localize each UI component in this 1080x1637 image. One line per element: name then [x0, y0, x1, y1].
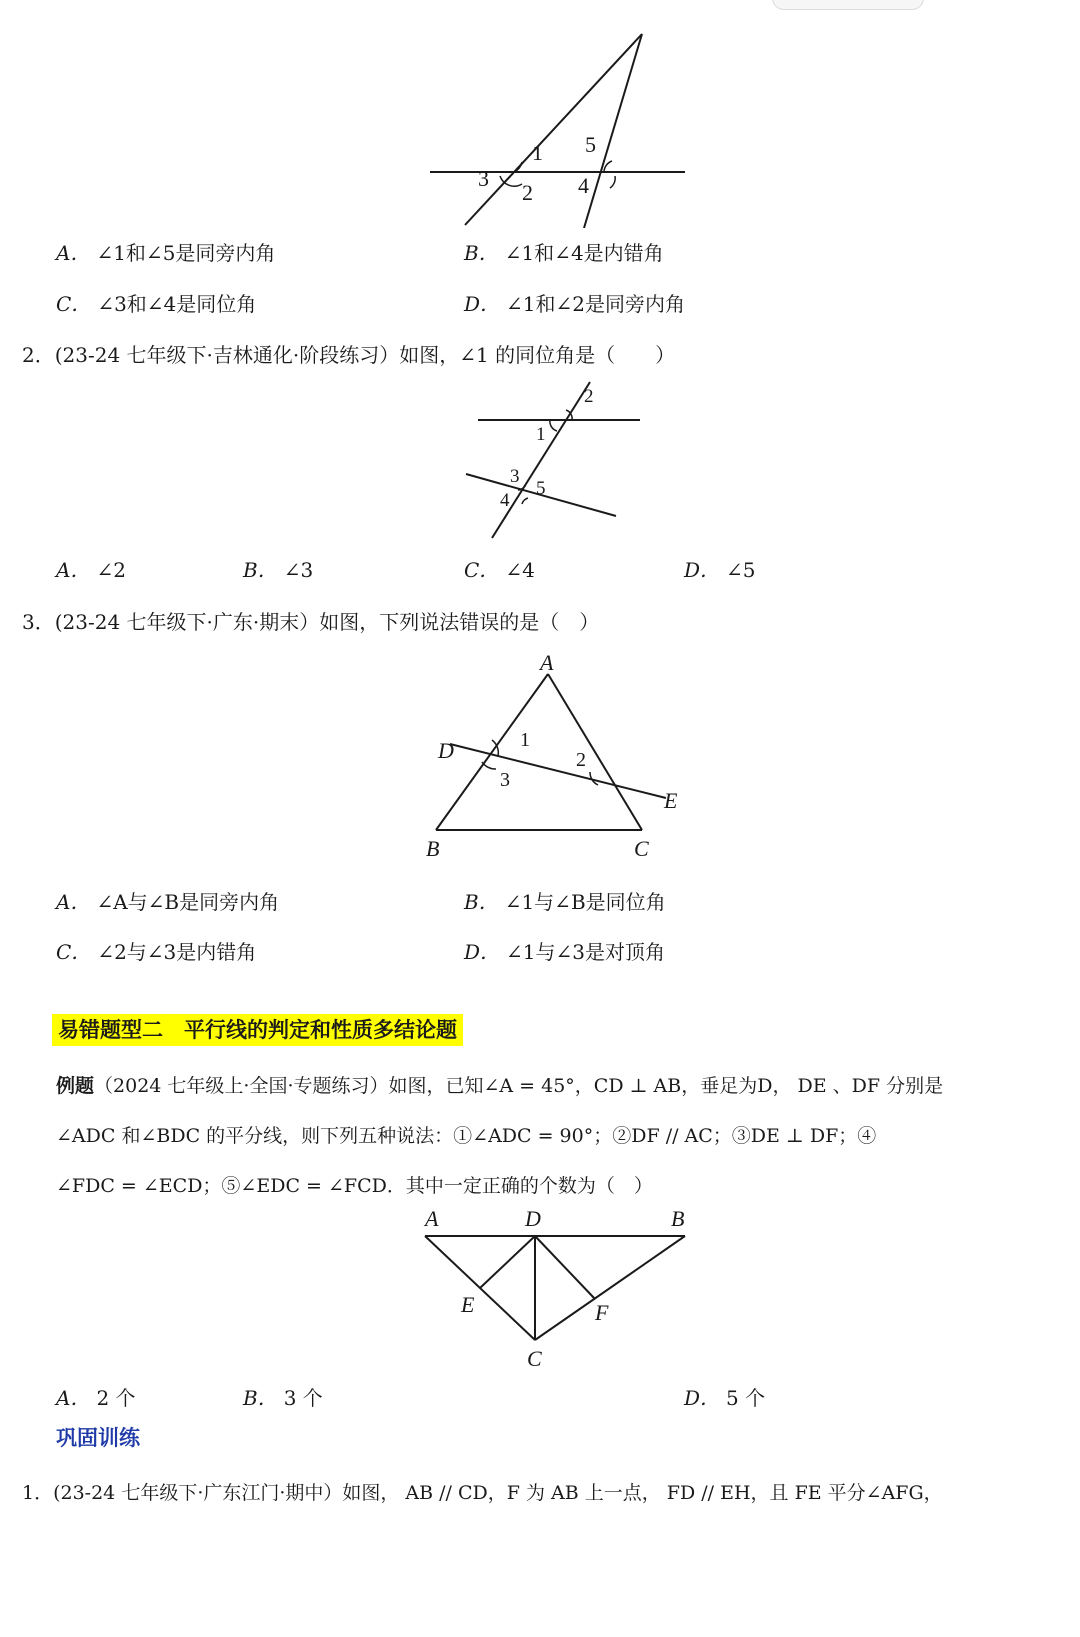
q3-label-b: B	[426, 836, 440, 861]
q1-option-b[interactable]: B． ∠1和∠4是内错角	[464, 241, 664, 265]
example-line-2: ∠ADC 和∠BDC 的平分线，则下列五种说法：①∠ADC = 90°；②DF // AC；③DE ⊥ DF；④	[56, 1125, 877, 1147]
section-heading: 易错题型二 平行线的判定和性质多结论题	[52, 1014, 463, 1046]
q1-option-a[interactable]: A． ∠1和∠5是同旁内角	[56, 241, 276, 265]
example-label-c: C	[527, 1346, 542, 1371]
q2-option-b[interactable]: B． ∠3	[243, 558, 314, 582]
q3-label-c: C	[634, 836, 649, 861]
q1-figure	[420, 28, 700, 228]
q3-figure	[420, 652, 700, 862]
example-option-d[interactable]: D． 5 个	[684, 1386, 766, 1410]
q1-label-4: 4	[578, 173, 589, 198]
example-label: 例题	[56, 1075, 95, 1097]
example-label-f: F	[595, 1300, 609, 1325]
q2-option-d[interactable]: D． ∠5	[684, 558, 756, 582]
example-line-3: ∠FDC = ∠ECD；⑤∠EDC = ∠FCD．其中一定正确的个数为（ ）	[56, 1175, 653, 1197]
practice-q1-stem: 1．(23-24 七年级下·广东江门·期中）如图， AB // CD，F 为 AB 上一点， FD // EH，且 FE 平分∠AFG，	[22, 1482, 943, 1504]
example-label-d: D	[525, 1206, 541, 1231]
q2-option-c[interactable]: C． ∠4	[464, 558, 535, 582]
q2-label-5: 5	[536, 478, 546, 499]
example-label-a: A	[425, 1206, 439, 1231]
q2-stem: 2．(23-24 七年级下·吉林通化·阶段练习）如图，∠1 的同位角是（ ）	[22, 343, 676, 367]
q1-option-d[interactable]: D． ∠1和∠2是同旁内角	[464, 292, 686, 316]
q2-figure	[460, 376, 650, 541]
example-option-a[interactable]: A． 2 个	[56, 1386, 136, 1410]
q3-label-e: E	[664, 788, 678, 813]
q1-label-2: 2	[522, 180, 533, 205]
q3-label-d: D	[438, 738, 454, 763]
q2-label-1: 1	[536, 424, 546, 445]
top-edge-fragment	[772, 0, 924, 10]
example-label-b: B	[671, 1206, 685, 1231]
q2-label-3: 3	[510, 466, 520, 487]
practice-heading: 巩固训练	[56, 1426, 140, 1450]
q3-option-a[interactable]: A． ∠A与∠B是同旁内角	[56, 890, 280, 914]
q3-label-a: A	[540, 652, 554, 675]
q2-option-a[interactable]: A． ∠2	[56, 558, 126, 582]
q3-label-2: 2	[576, 749, 586, 771]
q1-label-3: 3	[478, 166, 489, 191]
example-figure	[415, 1206, 705, 1376]
q3-option-d[interactable]: D． ∠1与∠3是对顶角	[464, 940, 666, 964]
q3-label-3: 3	[500, 769, 510, 791]
q1-option-c[interactable]: C． ∠3和∠4是同位角	[56, 292, 257, 316]
q1-label-5: 5	[585, 132, 596, 157]
q3-label-1: 1	[520, 729, 530, 751]
q2-label-2: 2	[584, 386, 594, 407]
example-line-1: 例题（2024 七年级上·全国·专题练习）如图，已知∠A = 45°，CD ⊥ AB，垂足为D， DE 、DF 分别是	[56, 1075, 944, 1097]
q3-option-c[interactable]: C． ∠2与∠3是内错角	[56, 940, 257, 964]
example-option-b[interactable]: B． 3 个	[243, 1386, 323, 1410]
q3-stem: 3．(23-24 七年级下·广东·期末）如图，下列说法错误的是（ ）	[22, 610, 600, 634]
example-label-e: E	[461, 1292, 475, 1317]
q2-label-4: 4	[500, 490, 510, 511]
q1-label-1: 1	[532, 140, 543, 165]
q3-option-b[interactable]: B． ∠1与∠B是同位角	[464, 890, 666, 914]
